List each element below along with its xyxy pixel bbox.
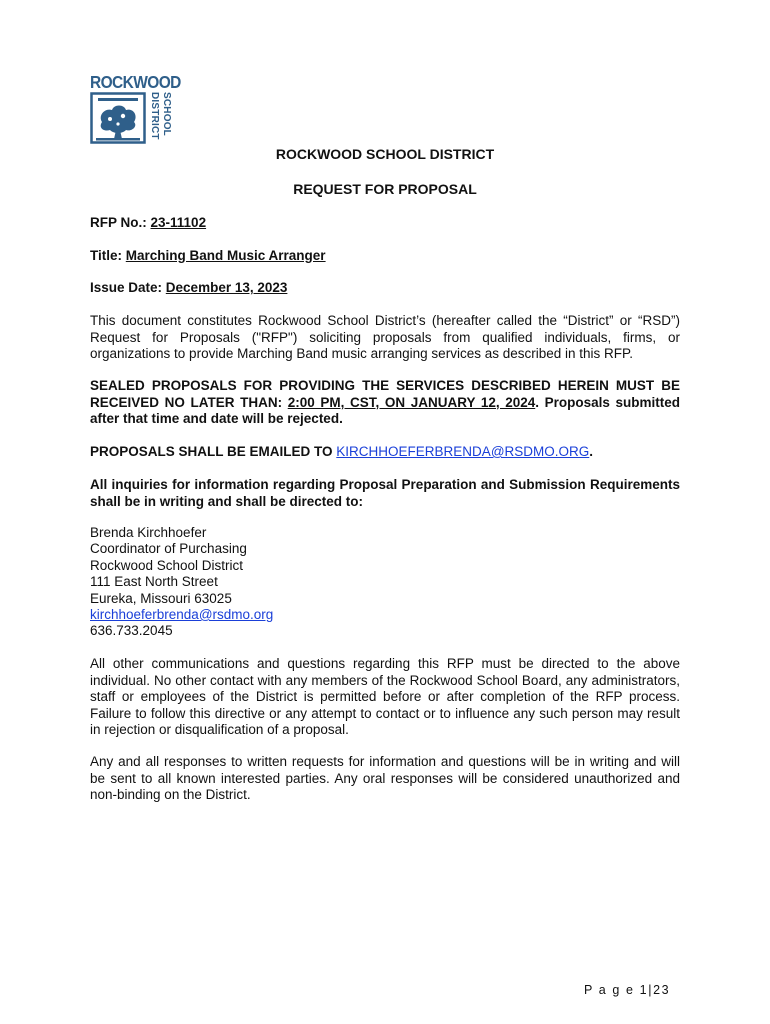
- proposal-email-link[interactable]: KIRCHHOEFERBRENDA@RSDMO.ORG: [336, 444, 590, 459]
- deadline-datetime: 2:00 PM, CST, ON JANUARY 12, 2024: [287, 394, 536, 410]
- tree-emblem-icon: [90, 92, 146, 144]
- email-notice-tail: .: [589, 444, 594, 459]
- page-number: 1: [639, 983, 649, 997]
- intro-paragraph: This document constitutes Rockwood School District’s (hereafter called the “District” or “RSD”) Request for Proposals ("RFP") soliciting proposals from qualified individuals, firms, or organizations to provide Marching Band music arranging services as described in this RFP.: [90, 313, 680, 361]
- email-notice-lead: PROPOSALS SHALL BE EMAILED TO: [90, 444, 333, 459]
- page-label: P a g e: [584, 983, 635, 997]
- contact-email-link[interactable]: kirchhoeferbrenda@rsdmo.org: [90, 607, 274, 623]
- logo-name-side: [148, 92, 174, 144]
- title-value: Marching Band Music Arranger: [125, 248, 326, 263]
- rfp-number-row: [90, 215, 680, 232]
- email-notice: [90, 444, 680, 461]
- contact-org: Rockwood School District: [90, 557, 244, 573]
- contact-name: Brenda Kirchhoefer: [90, 525, 207, 540]
- issue-date-value: December 13, 2023: [165, 280, 288, 295]
- page-total: 23: [653, 983, 671, 997]
- inquiries-paragraph: All inquiries for information regarding Proposal Preparation and Submission Requirements shall be in writing and shall be directed to:: [90, 477, 680, 509]
- logo-name-top: ROCKWOOD: [90, 72, 181, 93]
- deadline-lead: SEALED PROPOSALS FOR PROVIDING THE SERVICES DESCRIBED HEREIN MUST BE RECEIVED NO LATER THAN:: [90, 378, 680, 410]
- responses-paragraph: Any and all responses to written requests for information and questions will be in writing and will be sent to all known interested parties. Any oral responses will be considered unauthorized and non-binding on the District.: [90, 754, 680, 802]
- deadline-paragraph: [90, 378, 680, 428]
- logo-word-district: DISTRICT: [149, 92, 160, 140]
- district-heading: ROCKWOOD SCHOOL DISTRICT: [275, 146, 495, 162]
- contact-role: Coordinator of Purchasing: [90, 541, 247, 557]
- title-label: Title:: [90, 248, 123, 263]
- rfp-number-value: 23-11102: [150, 215, 207, 230]
- deadline-tail: . Proposals submitted after that time and date will be rejected.: [90, 394, 680, 426]
- issue-date-row: [90, 280, 680, 297]
- contact-city: Eureka, Missouri 63025: [90, 590, 232, 606]
- title-row: [90, 248, 680, 265]
- district-logo: [90, 72, 181, 148]
- contact-street: 111 East North Street: [90, 574, 218, 590]
- rfp-number-label: RFP No.:: [90, 215, 147, 230]
- issue-date-label: Issue Date:: [90, 280, 163, 295]
- logo-word-school: SCHOOL: [161, 92, 172, 136]
- contact-address-block: [90, 525, 273, 640]
- contact-phone: 636.733.2045: [90, 623, 173, 639]
- communications-paragraph: All other communications and questions regarding this RFP must be directed to the above individual. No other contact with any members of the Rockwood School Board, any administrators, staff or employees of the District is permitted before or after completion of the RFP process. Failure to follow this directive or any attempt to contact or to influence any such person may result in rejection or disqualification of a proposal.: [90, 656, 680, 737]
- page-footer: [584, 983, 670, 997]
- document-heading: REQUEST FOR PROPOSAL: [293, 181, 477, 197]
- page-separator: |: [648, 983, 654, 997]
